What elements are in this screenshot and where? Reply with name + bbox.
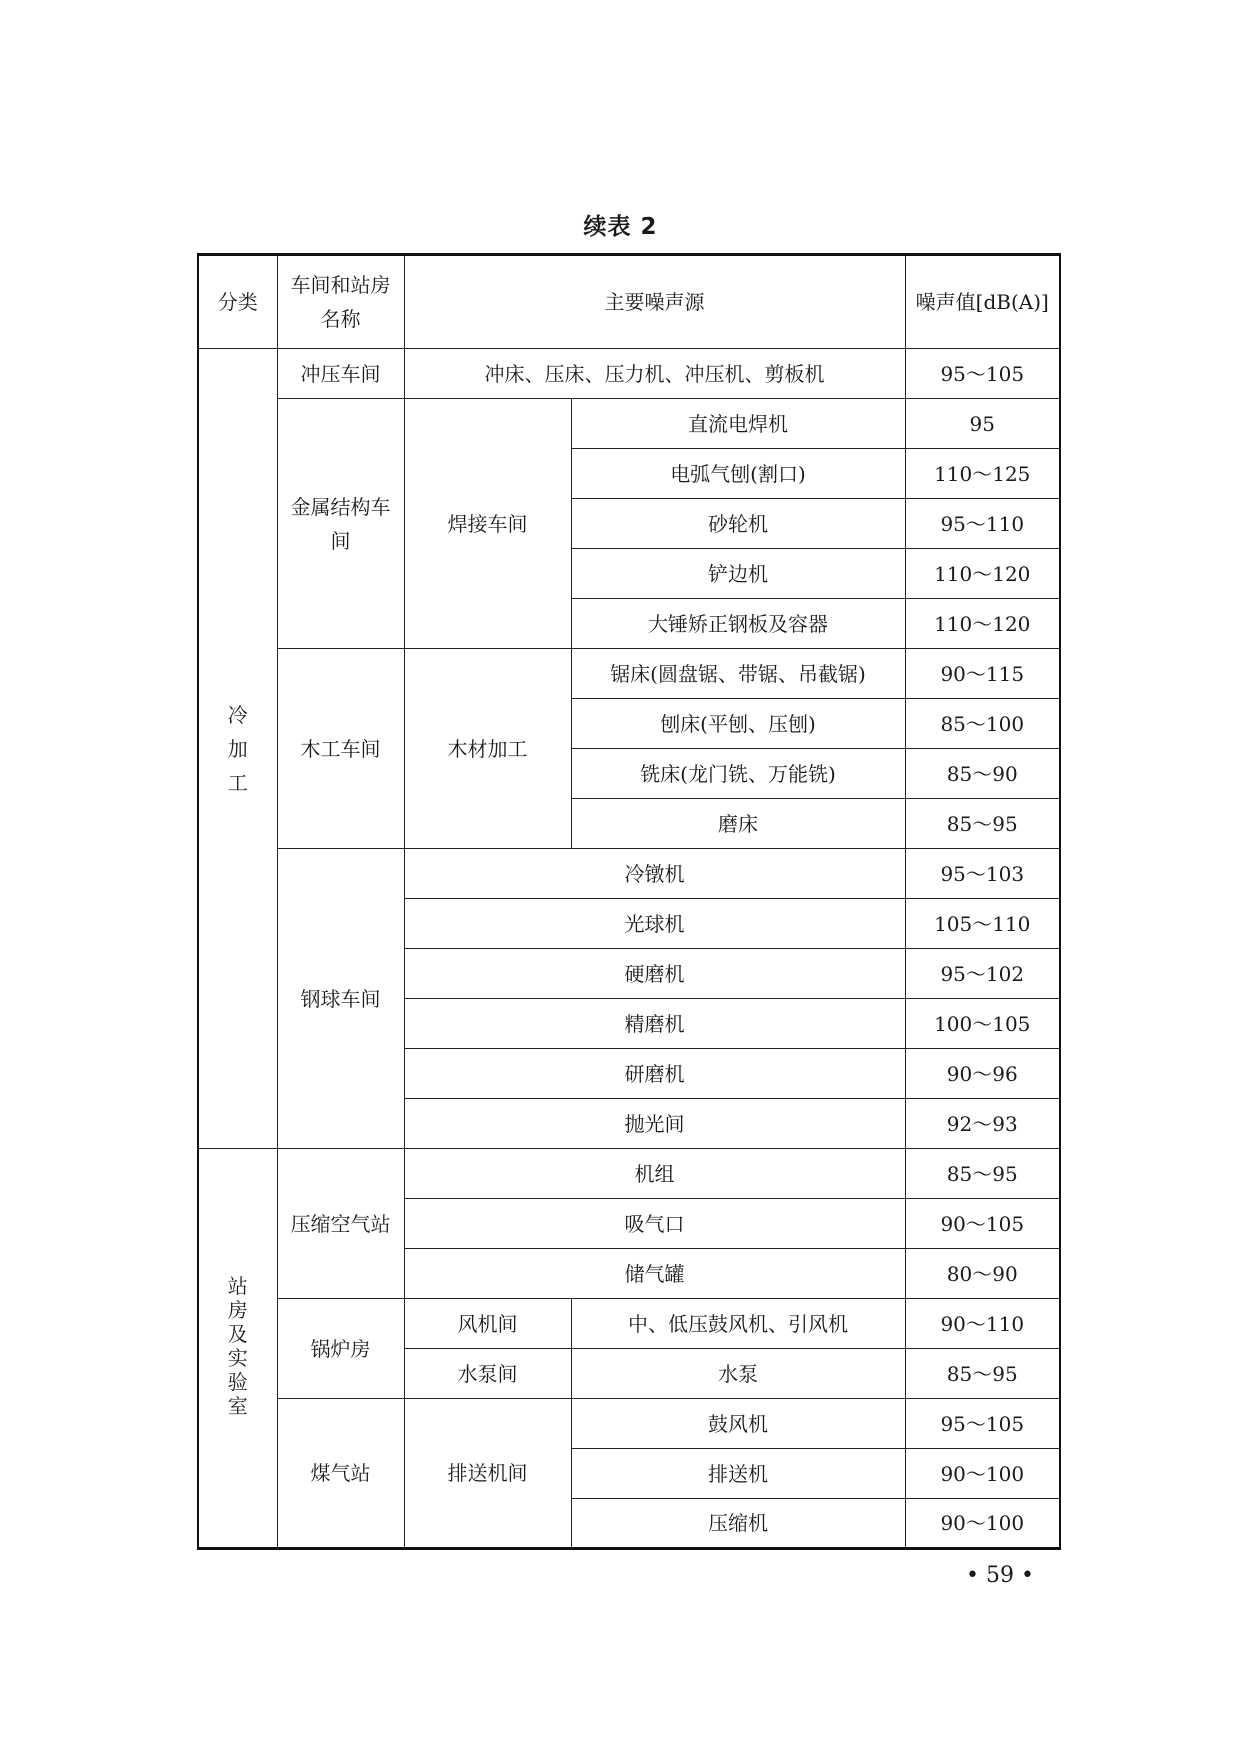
table-row <box>198 649 1060 699</box>
noise-source: 磨床 <box>571 799 905 849</box>
noise-value: 95～102 <box>905 949 1060 999</box>
noise-source: 水泵 <box>571 1349 905 1399</box>
workshop-woodwork: 木材加工 <box>404 649 571 849</box>
noise-value: 80～90 <box>905 1249 1060 1299</box>
table-row <box>198 1299 1060 1349</box>
noise-value: 110～125 <box>905 449 1060 499</box>
table-row <box>198 349 1060 399</box>
noise-source: 排送机 <box>571 1449 905 1499</box>
workshop-boiler: 锅炉房 <box>277 1299 404 1399</box>
noise-source: 储气罐 <box>404 1249 905 1299</box>
noise-value: 90～110 <box>905 1299 1060 1349</box>
noise-source: 吸气口 <box>404 1199 905 1249</box>
noise-value: 95 <box>905 399 1060 449</box>
noise-value: 90～100 <box>905 1449 1060 1499</box>
noise-value: 95～105 <box>905 1399 1060 1449</box>
header-category: 分类 <box>198 255 277 349</box>
header-workshop: 车间和站房名称 <box>277 255 404 349</box>
table-row <box>198 1149 1060 1199</box>
noise-value: 85～100 <box>905 699 1060 749</box>
noise-source: 精磨机 <box>404 999 905 1049</box>
workshop-stamping: 冲压车间 <box>277 349 404 399</box>
noise-value: 95～103 <box>905 849 1060 899</box>
noise-value: 95～110 <box>905 499 1060 549</box>
noise-value: 110～120 <box>905 549 1060 599</box>
noise-source: 铲边机 <box>571 549 905 599</box>
noise-value: 105～110 <box>905 899 1060 949</box>
noise-source: 硬磨机 <box>404 949 905 999</box>
noise-source: 刨床(平刨、压刨) <box>571 699 905 749</box>
workshop-exhaust: 排送机间 <box>404 1399 571 1549</box>
workshop-welding: 焊接车间 <box>404 399 571 649</box>
workshop-metal: 金属结构车间 <box>277 399 404 649</box>
noise-source: 鼓风机 <box>571 1399 905 1449</box>
noise-value: 85～90 <box>905 749 1060 799</box>
noise-value: 92～93 <box>905 1099 1060 1149</box>
noise-source: 压缩机 <box>571 1499 905 1549</box>
page-number: • 59 • <box>966 1563 1034 1588</box>
noise-value: 85～95 <box>905 1349 1060 1399</box>
header-source: 主要噪声源 <box>404 255 905 349</box>
noise-source: 大锤矫正钢板及容器 <box>571 599 905 649</box>
noise-source: 锯床(圆盘锯、带锯、吊截锯) <box>571 649 905 699</box>
noise-source: 电弧气刨(割口) <box>571 449 905 499</box>
noise-source: 机组 <box>404 1149 905 1199</box>
noise-source: 冷镦机 <box>404 849 905 899</box>
workshop-compressor: 压缩空气站 <box>277 1149 404 1299</box>
header-value: 噪声值[dB(A)] <box>905 255 1060 349</box>
noise-source: 铣床(龙门铣、万能铣) <box>571 749 905 799</box>
noise-value: 85～95 <box>905 799 1060 849</box>
noise-table <box>197 253 1061 1550</box>
noise-source: 冲床、压床、压力机、冲压机、剪板机 <box>404 349 905 399</box>
noise-value: 90～96 <box>905 1049 1060 1099</box>
noise-value: 90～115 <box>905 649 1060 699</box>
workshop-gas: 煤气站 <box>277 1399 404 1549</box>
noise-value: 85～95 <box>905 1149 1060 1199</box>
noise-value: 100～105 <box>905 999 1060 1049</box>
noise-source: 直流电焊机 <box>571 399 905 449</box>
noise-source: 光球机 <box>404 899 905 949</box>
workshop-steelball: 钢球车间 <box>277 849 404 1149</box>
workshop-pumproom: 水泵间 <box>404 1349 571 1399</box>
noise-source: 研磨机 <box>404 1049 905 1099</box>
noise-value: 90～100 <box>905 1499 1060 1549</box>
noise-value: 110～120 <box>905 599 1060 649</box>
group-station: 站房及实验室 <box>198 1149 277 1549</box>
workshop-fanroom: 风机间 <box>404 1299 571 1349</box>
table-row <box>198 849 1060 899</box>
noise-value: 95～105 <box>905 349 1060 399</box>
workshop-wood: 木工车间 <box>277 649 404 849</box>
noise-value: 90～105 <box>905 1199 1060 1249</box>
table-caption: 续表 2 <box>583 214 658 240</box>
table-row <box>198 1399 1060 1449</box>
noise-source: 中、低压鼓风机、引风机 <box>571 1299 905 1349</box>
noise-source: 砂轮机 <box>571 499 905 549</box>
noise-source: 抛光间 <box>404 1099 905 1149</box>
table-row <box>198 399 1060 449</box>
group-cold: 冷加工 <box>198 349 277 1149</box>
